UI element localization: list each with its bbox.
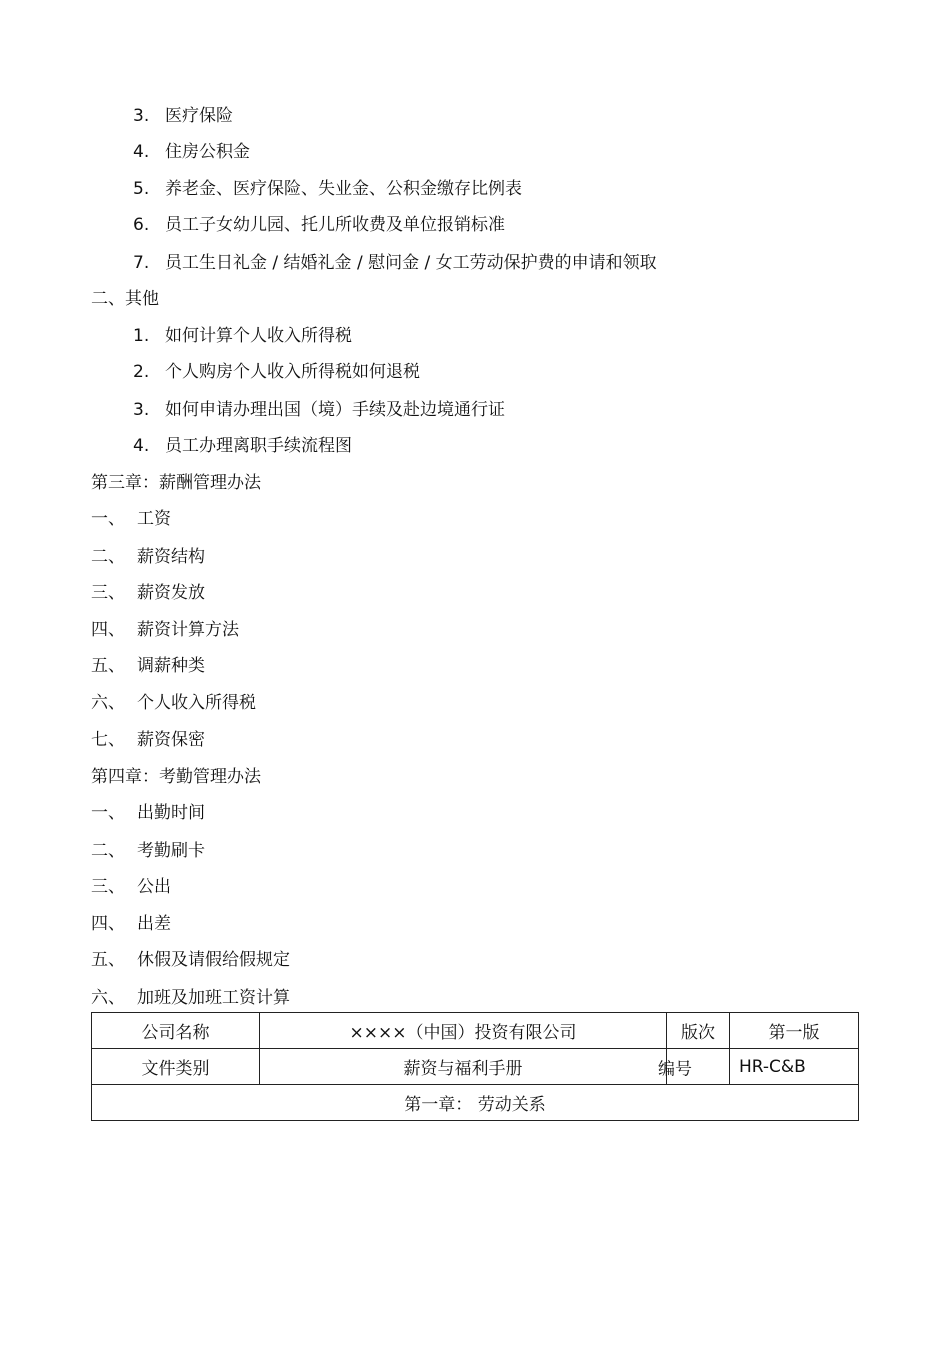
list-item — [133, 325, 352, 347]
section-text: 薪资结构 — [137, 547, 205, 567]
list-item — [133, 178, 522, 200]
section-mark: 一、 — [91, 509, 125, 529]
item-text: 个人购房个人收入所得税如何退税 — [165, 362, 420, 382]
section-mark: 五、 — [91, 950, 125, 970]
item-number: 5. — [133, 179, 150, 199]
doctype-value-cell — [260, 1049, 692, 1085]
section-mark: 三、 — [91, 583, 125, 603]
section-mark: 六、 — [91, 693, 125, 713]
list-item — [133, 435, 352, 457]
section-item — [91, 546, 205, 568]
section-item — [91, 655, 205, 677]
section-mark: 四、 — [91, 914, 125, 934]
document-header-table — [91, 1012, 859, 1121]
item-number: 4. — [133, 436, 150, 456]
table-row — [92, 1013, 859, 1049]
chapter-title-3: 第三章：薪酬管理办法 — [91, 473, 261, 493]
doctype-value: 薪资与福利手册 — [403, 1059, 523, 1079]
list-item — [133, 361, 420, 383]
section-item — [91, 949, 290, 971]
company-value: ××××（中国）投资有限公司 — [260, 1013, 667, 1049]
section-item — [91, 987, 290, 1009]
item-text: 员工子女幼儿园、托儿所收费及单位报销标准 — [165, 215, 505, 235]
list-item — [133, 214, 505, 236]
section-text: 加班及加班工资计算 — [137, 988, 290, 1008]
item-text: 员工生日礼金 / 结婚礼金 / 慰问金 / 女工劳动保护费的申请和领取 — [165, 253, 657, 273]
item-text: 医疗保险 — [165, 106, 233, 126]
table-row — [92, 1085, 859, 1121]
section-text: 薪资发放 — [137, 583, 205, 603]
item-text: 如何申请办理出国（境）手续及赴边境通行证 — [165, 400, 505, 420]
section-item — [91, 802, 205, 824]
code-label: 编号 — [658, 1059, 692, 1079]
section-mark: 一、 — [91, 803, 125, 823]
section-text: 考勤刷卡 — [137, 841, 205, 861]
section-mark: 二、 — [91, 547, 125, 567]
item-number: 2. — [133, 362, 150, 382]
item-text: 员工办理离职手续流程图 — [165, 436, 352, 456]
section-text: 薪资计算方法 — [137, 620, 239, 640]
section-item — [91, 582, 205, 604]
section-text: 休假及请假给假规定 — [137, 950, 290, 970]
company-label: 公司名称 — [92, 1013, 260, 1049]
section-item — [91, 913, 171, 935]
version-value: 第一版 — [730, 1013, 859, 1049]
section-text: 薪资保密 — [137, 730, 205, 750]
section-mark: 五、 — [91, 656, 125, 676]
section-item — [91, 619, 239, 641]
table-row — [92, 1049, 859, 1085]
section-text: 公出 — [137, 877, 171, 897]
list-item — [133, 141, 250, 163]
section-heading-others: 二、其他 — [91, 289, 159, 309]
section-mark: 四、 — [91, 620, 125, 640]
section-item — [91, 692, 256, 714]
list-item — [133, 105, 233, 127]
section-mark: 六、 — [91, 988, 125, 1008]
chapter-title-4: 第四章：考勤管理办法 — [91, 767, 261, 787]
chapter-title-1: 第一章： 劳动关系 — [92, 1085, 859, 1121]
item-text: 养老金、医疗保险、失业金、公积金缴存比例表 — [165, 179, 522, 199]
item-text: 如何计算个人收入所得税 — [165, 326, 352, 346]
item-number: 7. — [133, 253, 150, 273]
section-item — [91, 729, 205, 751]
section-mark: 七、 — [91, 730, 125, 750]
section-item — [91, 840, 205, 862]
version-label: 版次 — [667, 1013, 730, 1049]
section-text: 出勤时间 — [137, 803, 205, 823]
item-number: 6. — [133, 215, 150, 235]
section-item — [91, 508, 171, 530]
code-value: HR-C&B — [730, 1049, 859, 1085]
section-text: 出差 — [137, 914, 171, 934]
section-text: 工资 — [137, 509, 171, 529]
item-text: 住房公积金 — [165, 142, 250, 162]
list-item — [133, 252, 657, 274]
section-text: 个人收入所得税 — [137, 693, 256, 713]
section-mark: 二、 — [91, 841, 125, 861]
list-item — [133, 399, 505, 421]
item-number: 1. — [133, 326, 150, 346]
item-number: 3. — [133, 106, 150, 126]
section-text: 调薪种类 — [137, 656, 205, 676]
item-number: 3. — [133, 400, 150, 420]
section-item — [91, 876, 171, 898]
section-mark: 三、 — [91, 877, 125, 897]
item-number: 4. — [133, 142, 150, 162]
doctype-label: 文件类别 — [92, 1049, 260, 1085]
